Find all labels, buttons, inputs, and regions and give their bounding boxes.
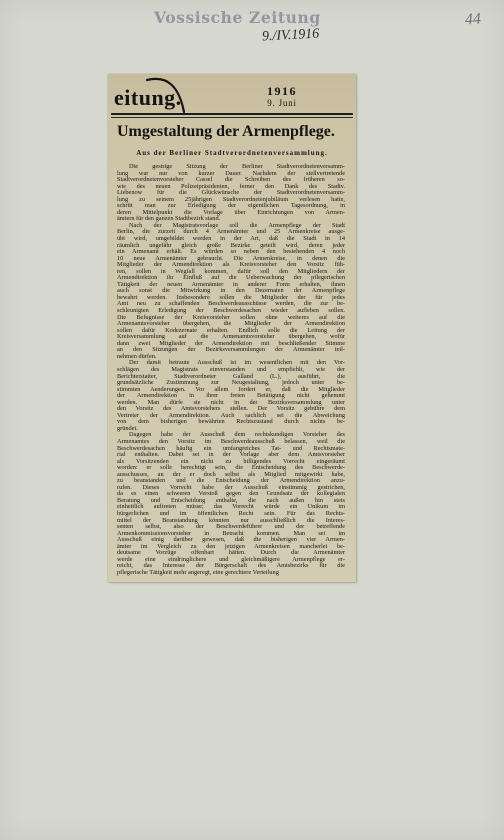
- article-line: Der damit betraute Ausschuß ist im wesentlichen mit den Vor-: [129, 359, 345, 367]
- article-line: wie des neuen Polizeipräsidenten, ferner den Dank des Stadtv.: [117, 182, 345, 190]
- article-line: worden: er solle berechtigt sein, die Entscheidung des Beschwerde-: [117, 464, 345, 472]
- article-line: deren Mittelpunkt die Vorlage über Einrichtungen von Armen-: [117, 208, 345, 216]
- article-line: Dagegen habe der Ausschuß dem rechtskundigen Vorsteher des: [129, 431, 345, 439]
- issue-dateline: [258, 85, 306, 109]
- article-line: pflegerische Tätigkeit mehr angeregt, eine gerechtere Verteilung: [117, 568, 279, 576]
- article-line: der Armendirektion in ihrer freien Betätigung nicht gehemmt: [117, 392, 345, 400]
- article-line: bürgerlichen und im öffentlichen Recht sein. Für das Rechts-: [117, 509, 345, 517]
- article-line: senten selbst, also der Beschwerdeführer und der betreffende: [117, 523, 345, 531]
- article-line: 10 neue Armenämter gebraucht. Die Armenkreise, in denen die: [117, 254, 345, 262]
- article-line: stimmten Aenderungen. Vor allem fordert er, daß die Mitglieder: [117, 385, 345, 393]
- article-line: da es einen schweren Verstoß gegen den Grundsatz der kollegialen: [117, 490, 345, 498]
- article-line: Mitglieder der Armendirektion als Kreisvorsteher den Vorsitz füh-: [117, 261, 345, 269]
- article-line: den Vorsitz des Amtsvorstehers stellen. Der Vorsitz gebühre dem: [117, 405, 345, 413]
- article-line: Amt neu zu schaffenden Beschwerdeausschüsse werden, die zur be-: [117, 300, 345, 308]
- article-line: räumlich ungefähr gleich große Bezirke geteilt wird, deren jeder: [117, 241, 345, 249]
- issue-date: 9. Juni: [267, 98, 297, 108]
- article-line: Armendirektion ihr Einfluß auf die Ueberwachung der pflegerischen: [117, 274, 345, 282]
- issue-year: 1916: [267, 84, 297, 98]
- article-line: gründet.: [117, 424, 138, 432]
- article-line: auch sonst die Mitwirkung in den Dezernaten der Armenpflege: [117, 287, 345, 295]
- article-line: werde eine eindringlichere und gleichmäßigere Armenpflege er-: [117, 555, 345, 563]
- article-line: Armenamtsvorsteher übergehen, die Mitglieder der Armendirektion: [117, 320, 345, 328]
- article-line: Nach der Magistratsvorlage soll die Armenpflege der Stadt: [129, 221, 345, 229]
- article-line: grundsätzliche Zustimmung zur Neugestaltung, jedoch unter be-: [117, 379, 345, 387]
- article-line: zu beanstanden und die Entscheidung der Armendirektion anzu-: [117, 477, 345, 485]
- article-paragraph: [117, 223, 345, 360]
- article-paragraph: [117, 360, 345, 432]
- article-line: Berichterstatter, Stadtverordneter Galland (L.), ausführt, die: [117, 372, 345, 380]
- article-line: Berlin, die zurzeit durch 4 Armenämter und 25 Armenkreise ausge-: [117, 228, 345, 236]
- article-line: Kreisversammlung auf die Armenamtsvorsteher übergehen, wofür: [117, 333, 345, 341]
- article-line: an den Sitzungen der Bezirksversammlungen der Armenämter teil-: [117, 346, 345, 354]
- article-line: schlägen des Magistrats einverstanden und empfiehlt, wie der: [117, 365, 345, 373]
- article-line: ämtern für den ganzen Stadtbezirk stand.: [117, 215, 221, 223]
- article-title: Umgestaltung der Armenpflege.: [117, 123, 335, 140]
- article-line: Beratung und Entscheidung enthalte, die nach außen hin stets: [117, 496, 345, 504]
- article-line: rufen. Dieses Vorrecht habe der Ausschuß einstimmig gestrichen,: [117, 483, 345, 491]
- article-line: lung zu seinem 25jährigen Stadtverordnetenjubiläum verlesen hatte,: [117, 195, 345, 203]
- article-paragraph: [117, 432, 345, 576]
- article-line: deutsame Vorzüge offenbart hätten. Durch die Armenämter: [117, 549, 345, 557]
- article-line: Vertreter der Armendirektion. Auch sachlich sei die Abweichung: [117, 411, 345, 419]
- newspaper-clipping: [108, 74, 356, 582]
- article-line: mittel der Beanstandung könnten nur ausschließlich die Interes-: [117, 516, 345, 524]
- article-line: werden. Man dürfe sie nicht in der Bezirksversammlung unter: [117, 398, 345, 406]
- article-line: Armenkommissionsvorsteher in Betracht kommen. Man sei im: [117, 529, 345, 537]
- article-line: schleunigten Erledigung der Beschwerdesachen wieder aufleben sollen.: [117, 307, 345, 315]
- masthead-fragment: eitung.: [114, 85, 182, 110]
- article-subtitle: Aus der Berliner Stadtverordnetenversammlung.: [136, 149, 328, 157]
- article-line: von dem bisherigen bewährten Rechtszustand durch nichts be-: [117, 418, 345, 426]
- article-line: Tätigkeit der neuen Armenämter in anderer Form erhalten, ihnen: [117, 280, 345, 288]
- article-line: übt wird, umgebildet werden in der Art, daß die Stadt in 14: [117, 235, 345, 243]
- article-line: lung war nur von kurzer Dauer. Nachdem der stellvertretende: [117, 169, 345, 177]
- article-line: bewahrt werden. Insbesondere sollen die Mitglieder der für jedes: [117, 293, 345, 301]
- article-line: ein Armenamt erhält. Es würden so neben den bestehenden 4 noch: [117, 248, 345, 256]
- article-paragraph: [117, 164, 345, 223]
- article-line: einheitlich auftreten müsse; das Vorrecht würde ein Unikum im: [117, 503, 345, 511]
- article-line: Armenamtes den Vorsitz im Beschwerdeausschuß belassen, weil die: [117, 437, 345, 445]
- article-line: dann zwei Mitglieder der Armendirektion mit beschließender Stimme: [117, 339, 345, 347]
- newspaper-stamp: Vossische Zeitung: [154, 8, 321, 27]
- article-line: Beschwerdesachen häufig ein umfangreiches Tat- und Rechtsmate-: [117, 444, 345, 452]
- article-line: Liebenow für die Glückwünsche der Stadtverordnetenversamm-: [117, 189, 345, 197]
- handwritten-date: 9./IV.1916: [261, 26, 320, 45]
- article-line: Die gestrige Sitzung der Berliner Stadtverordnetenversamm-: [129, 163, 345, 170]
- article-line: Die Befugnisse der Kreisvorsteher sollen ohne weiteres auf die: [117, 313, 345, 321]
- article-line: reicht, das Interesse der Bürgerschaft des Amtsbezirks für die: [117, 562, 345, 570]
- article-body: [117, 164, 345, 576]
- article-line: ämter im Vergleich zu den jetzigen Armenkreisen mancherlei be-: [117, 542, 345, 550]
- article-line: schritt man zur Erledigung der eigentlichen Tagesordnung, in: [117, 202, 345, 210]
- article-line: Ausschuß einig darüber gewesen, daß die bisherigen vier Armen-: [117, 536, 345, 544]
- article-line: Stadtverordnetenvorsteher Cassel die Schreiben des früheren so-: [117, 176, 345, 184]
- article-line: sollen dafür Kodezernate erhalten. Endlich solle die Leitung der: [117, 326, 345, 334]
- article-line: ren, sollen in Wegfall kommen, dafür soll den Mitgliedern der: [117, 267, 345, 275]
- article-line: nehmen dürfen.: [117, 352, 157, 360]
- article-line: als Vorsitzenden ein nicht zu billigendes Vorrecht eingeräumt: [117, 457, 345, 465]
- article-line: rial enthalten. Dabei sei in der Vorlage aber dem Amtsvorsteher: [117, 451, 345, 459]
- pen-check-mark: [138, 74, 194, 118]
- page-number: 44: [464, 10, 482, 29]
- article-line: ausschusses, an der er doch selbst als Mitglied mitgewirkt habe,: [117, 470, 345, 478]
